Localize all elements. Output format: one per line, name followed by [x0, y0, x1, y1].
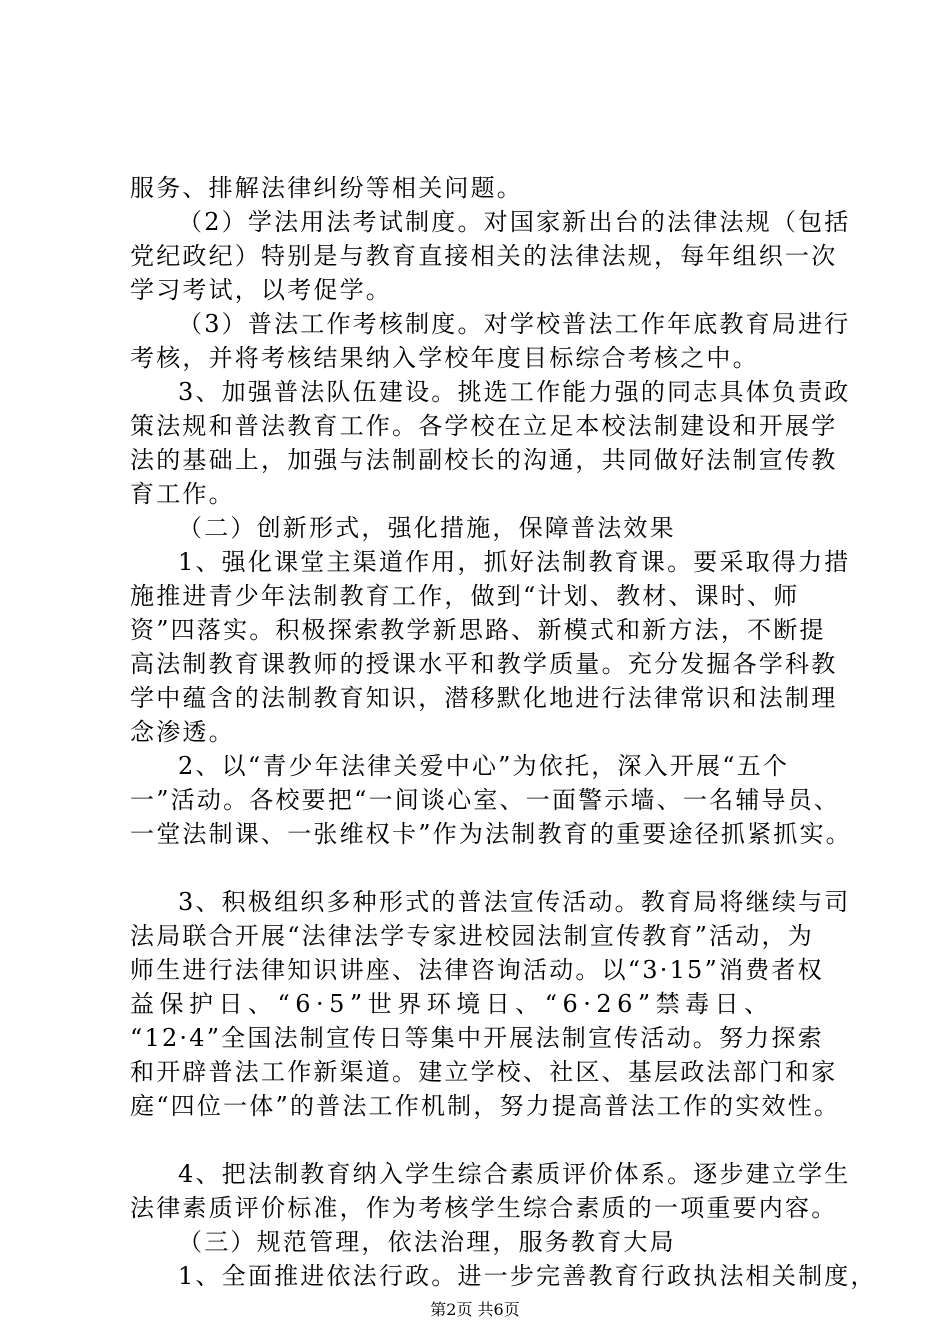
page-number-footer: 第2页 共6页 — [430, 1300, 520, 1319]
text-line: （3）普法工作考核制度。对学校普法工作年底教育局进行 — [178, 310, 851, 338]
text-line: 一”活动。各校要把“一间谈心室、一面警示墙、一名辅导员、 — [130, 786, 841, 814]
text-line: 资”四落实。积极探索教学新思路、新模式和新方法，不断提 — [130, 616, 826, 644]
text-line: 法律素质评价标准，作为考核学生综合素质的一项重要内容。 — [130, 1194, 838, 1222]
text-line: 3、积极组织多种形式的普法宣传活动。教育局将继续与司 — [178, 888, 851, 916]
text-line: 1、强化课堂主渠道作用，抓好法制教育课。要采取得力措 — [178, 548, 851, 576]
text-line: 施推进青少年法制教育工作，做到“计划、教材、课时、师 — [130, 582, 800, 610]
text-line: 法局联合开展“法律法学专家进校园法制宣传教育”活动，为 — [130, 922, 814, 950]
text-line: 法的基础上，加强与法制副校长的沟通，共同做好法制宣传教 — [130, 446, 838, 474]
text-line: 和开辟普法工作新渠道。建立学校、社区、基层政法部门和家 — [130, 1058, 838, 1086]
text-line: 师生进行法律知识讲座、法律咨询活动。以“3·15”消费者权 — [130, 956, 824, 984]
text-line: 高法制教育课教师的授课水平和教学质量。充分发掘各学科教 — [130, 650, 838, 678]
text-line: 学习考试，以考促学。 — [130, 276, 392, 304]
text-line: 念渗透。 — [130, 718, 235, 746]
text-line: 益保护日、“6·5”世界环境日、“6·26”禁毒日、 — [130, 990, 774, 1018]
text-line: 庭“四位一体”的普法工作机制，努力提高普法工作的实效性。 — [130, 1092, 841, 1120]
text-line: 一堂法制课、一张维权卡”作为法制教育的重要途径抓紧抓实。 — [130, 820, 852, 848]
text-line: （2）学法用法考试制度。对国家新出台的法律法规（包括 — [178, 208, 851, 236]
text-line: 2、以“青少年法律关爱中心”为依托，深入开展“五个 — [178, 752, 790, 780]
text-line: 3、加强普法队伍建设。挑选工作能力强的同志具体负责政 — [178, 378, 851, 406]
text-line: “12·4”全国法制宣传日等集中开展法制宣传活动。努力探索 — [130, 1024, 824, 1052]
text-line: 4、把法制教育纳入学生综合素质评价体系。逐步建立学生 — [178, 1160, 851, 1188]
section-heading: （二）创新形式，强化措施，保障普法效果 — [178, 514, 676, 542]
text-line: 策法规和普法教育工作。各学校在立足本校法制建设和开展学 — [130, 412, 838, 440]
text-line: 党纪政纪）特别是与教育直接相关的法律法规，每年组织一次 — [130, 242, 838, 270]
text-line: 学中蕴含的法制教育知识，潜移默化地进行法律常识和法制理 — [130, 684, 838, 712]
text-line: 考核，并将考核结果纳入学校年度目标综合考核之中。 — [130, 344, 759, 372]
text-line: 服务、排解法律纠纷等相关问题。 — [130, 174, 523, 202]
section-heading: （三）规范管理，依法治理，服务教育大局 — [178, 1228, 676, 1256]
text-line: 1、全面推进依法行政。进一步完善教育行政执法相关制度， — [178, 1262, 877, 1290]
text-line: 育工作。 — [130, 480, 235, 508]
